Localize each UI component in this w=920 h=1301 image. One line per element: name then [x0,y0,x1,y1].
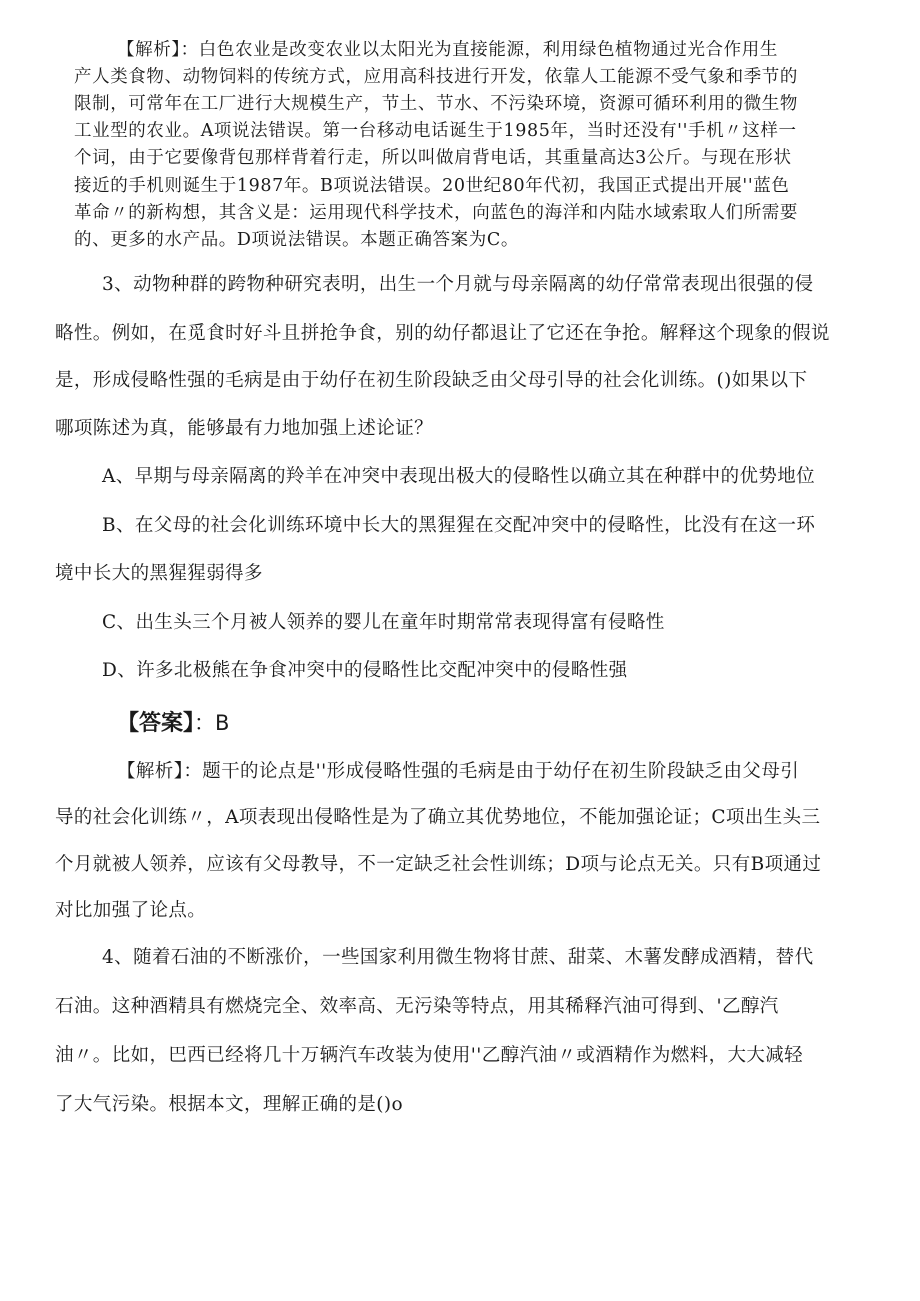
text-line: 革命〃的新构想，其含义是：运用现代科学技术，向蓝色的海洋和内陆水域索取人们所需要 [74,203,798,223]
text-line: D、许多北极熊在争食冲突中的侵略性比交配冲突中的侵略性强 [102,660,628,681]
text-line: 限制，可常年在工厂进行大规模生产，节土、节水、不污染环境，资源可循环利用的微生物 [74,94,798,114]
text-line: 的、更多的水产品。D项说法错误。本题正确答案为C。 [74,230,519,250]
text-line: 【解析】：白色农业是改变农业以太阳光为直接能源，利用绿色植物通过光合作用生 [117,40,778,60]
text-line: 产人类食物、动物饲料的传统方式，应用高科技进行开发，依靠人工能源不受气象和季节的 [74,67,798,87]
text-line: C、出生头三个月被人领养的婴儿在童年时期常常表现得富有侵略性 [102,612,665,633]
text-line: 哪项陈述为真，能够最有力地加强上述论证？ [55,418,434,439]
text-line: 4、随着石油的不断涨价，一些国家利用微生物将甘蔗、甜菜、木薯发酵成酒精，替代 [102,947,814,968]
answer-label: 【答案】 [117,711,195,736]
text-line: B、在父母的社会化训练环境中长大的黑猩猩在交配冲突中的侵略性，比没有在这一环 [102,515,816,536]
answer-value: ：B [194,711,230,735]
text-line: 了大气污染。根据本文，理解正确的是()o [55,1094,404,1115]
text-line: 个词，由于它要像背包那样背着行走，所以叫做肩背电话，其重量高达3公斤。与现在形状 [74,148,792,168]
text-line: 略性。例如，在觅食时好斗且拼抢争食，别的幼仔都退让了它还在争抢。解释这个现象的假说 [55,323,830,344]
text-line: 接近的手机则诞生于1987年。B项说法错误。20世纪80年代初，我国正式提出开展''蓝色 [74,176,790,196]
text-line: 3、动物种群的跨物种研究表明，出生一个月就与母亲隔离的幼仔常常表现出很强的侵 [102,274,814,295]
text-line: 石油。这种酒精具有燃烧完全、效率高、无污染等特点，用其稀释汽油可得到、'乙醇汽 [55,996,779,1017]
text-line: 【解析】：题干的论点是''形成侵略性强的毛病是由于幼仔在初生阶段缺乏由父母引 [117,761,800,782]
text-line: 是，形成侵略性强的毛病是由于幼仔在初生阶段缺乏由父母引导的社会化训练。()如果以下 [55,370,808,391]
answer-line [117,708,229,739]
text-line: 导的社会化训练〃，A项表现出侵略性是为了确立其优势地位，不能加强论证；C项出生头三 [55,807,821,828]
text-line: 个月就被人领养，应该有父母教导，不一定缺乏社会性训练；D项与论点无关。只有B项通过 [55,854,822,875]
text-line: A、早期与母亲隔离的羚羊在冲突中表现出极大的侵略性以确立其在种群中的优势地位 [102,466,816,487]
text-line: 工业型的农业。A项说法错误。第一台移动电话诞生于1985年，当时还没有''手机〃这样一 [74,121,797,141]
text-line: 对比加强了论点。 [55,900,207,921]
text-line: 境中长大的黑猩猩弱得多 [55,563,263,584]
text-line: 油〃。比如，巴西已经将几十万辆汽车改装为使用''乙醇汽油〃或酒精作为燃料，大大减轻 [55,1045,804,1066]
